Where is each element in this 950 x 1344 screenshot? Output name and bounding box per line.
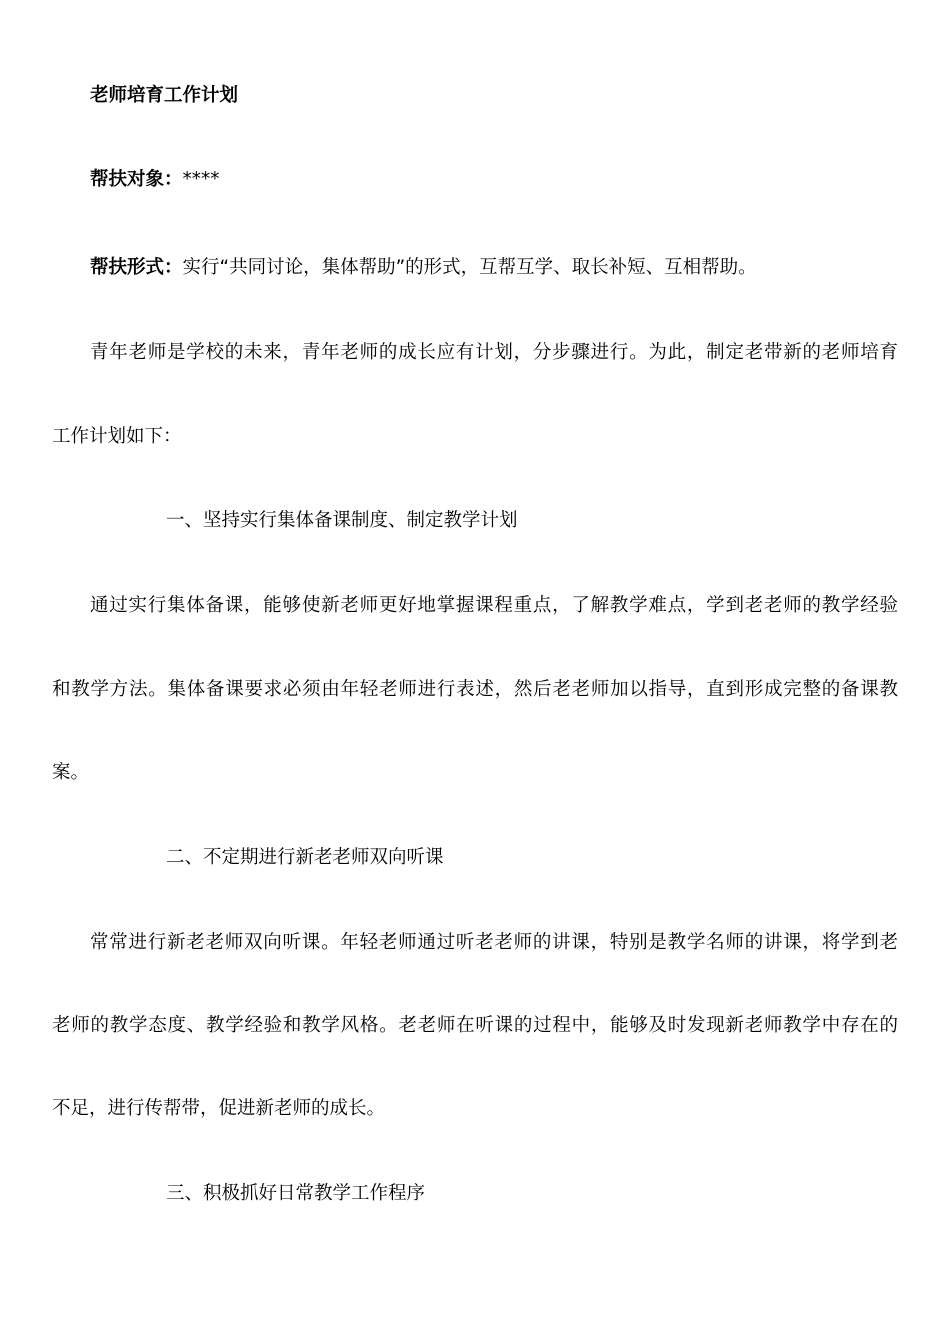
form-value: 实行“共同讨论，集体帮助”的形式，互帮互学、取长补短、互相帮助。 <box>182 257 757 278</box>
section-1-line-1: 通过实行集体备课，能够使新老师更好地掌握课程重点，了解教学难点，学到老老师的教学经验 <box>90 595 898 616</box>
section-1-heading: 一、坚持实行集体备课制度、制定教学计划 <box>166 510 518 531</box>
target-value: **** <box>182 169 220 190</box>
section-2-heading: 二、不定期进行新老老师双向听课 <box>166 847 444 868</box>
form-line <box>90 255 898 281</box>
section-1-line-3: 案。 <box>52 762 90 783</box>
target-label: 帮扶对象： <box>90 169 183 190</box>
section-2-line-3: 不足，进行传帮带，促进新老师的成长。 <box>52 1098 386 1119</box>
intro-line-2: 工作计划如下： <box>52 426 182 447</box>
document-title: 老师培育工作计划 <box>90 85 239 106</box>
section-2-line-1: 常常进行新老老师双向听课。年轻老师通过听老老师的讲课，特别是教学名师的讲课，将学到老 <box>90 932 898 953</box>
target-line <box>90 167 898 193</box>
form-label: 帮扶形式： <box>90 257 183 278</box>
section-2-line-2: 老师的教学态度、教学经验和教学风格。老老师在听课的过程中，能够及时发现新老师教学中存在的 <box>52 1015 898 1036</box>
section-3-heading: 三、积极抓好日常教学工作程序 <box>166 1183 426 1204</box>
intro-line-1: 青年老师是学校的未来，青年老师的成长应有计划，分步骤进行。为此，制定老带新的老师培育 <box>90 342 898 363</box>
section-1-line-2: 和教学方法。集体备课要求必须由年轻老师进行表述，然后老老师加以指导，直到形成完整的备课教 <box>52 679 898 700</box>
